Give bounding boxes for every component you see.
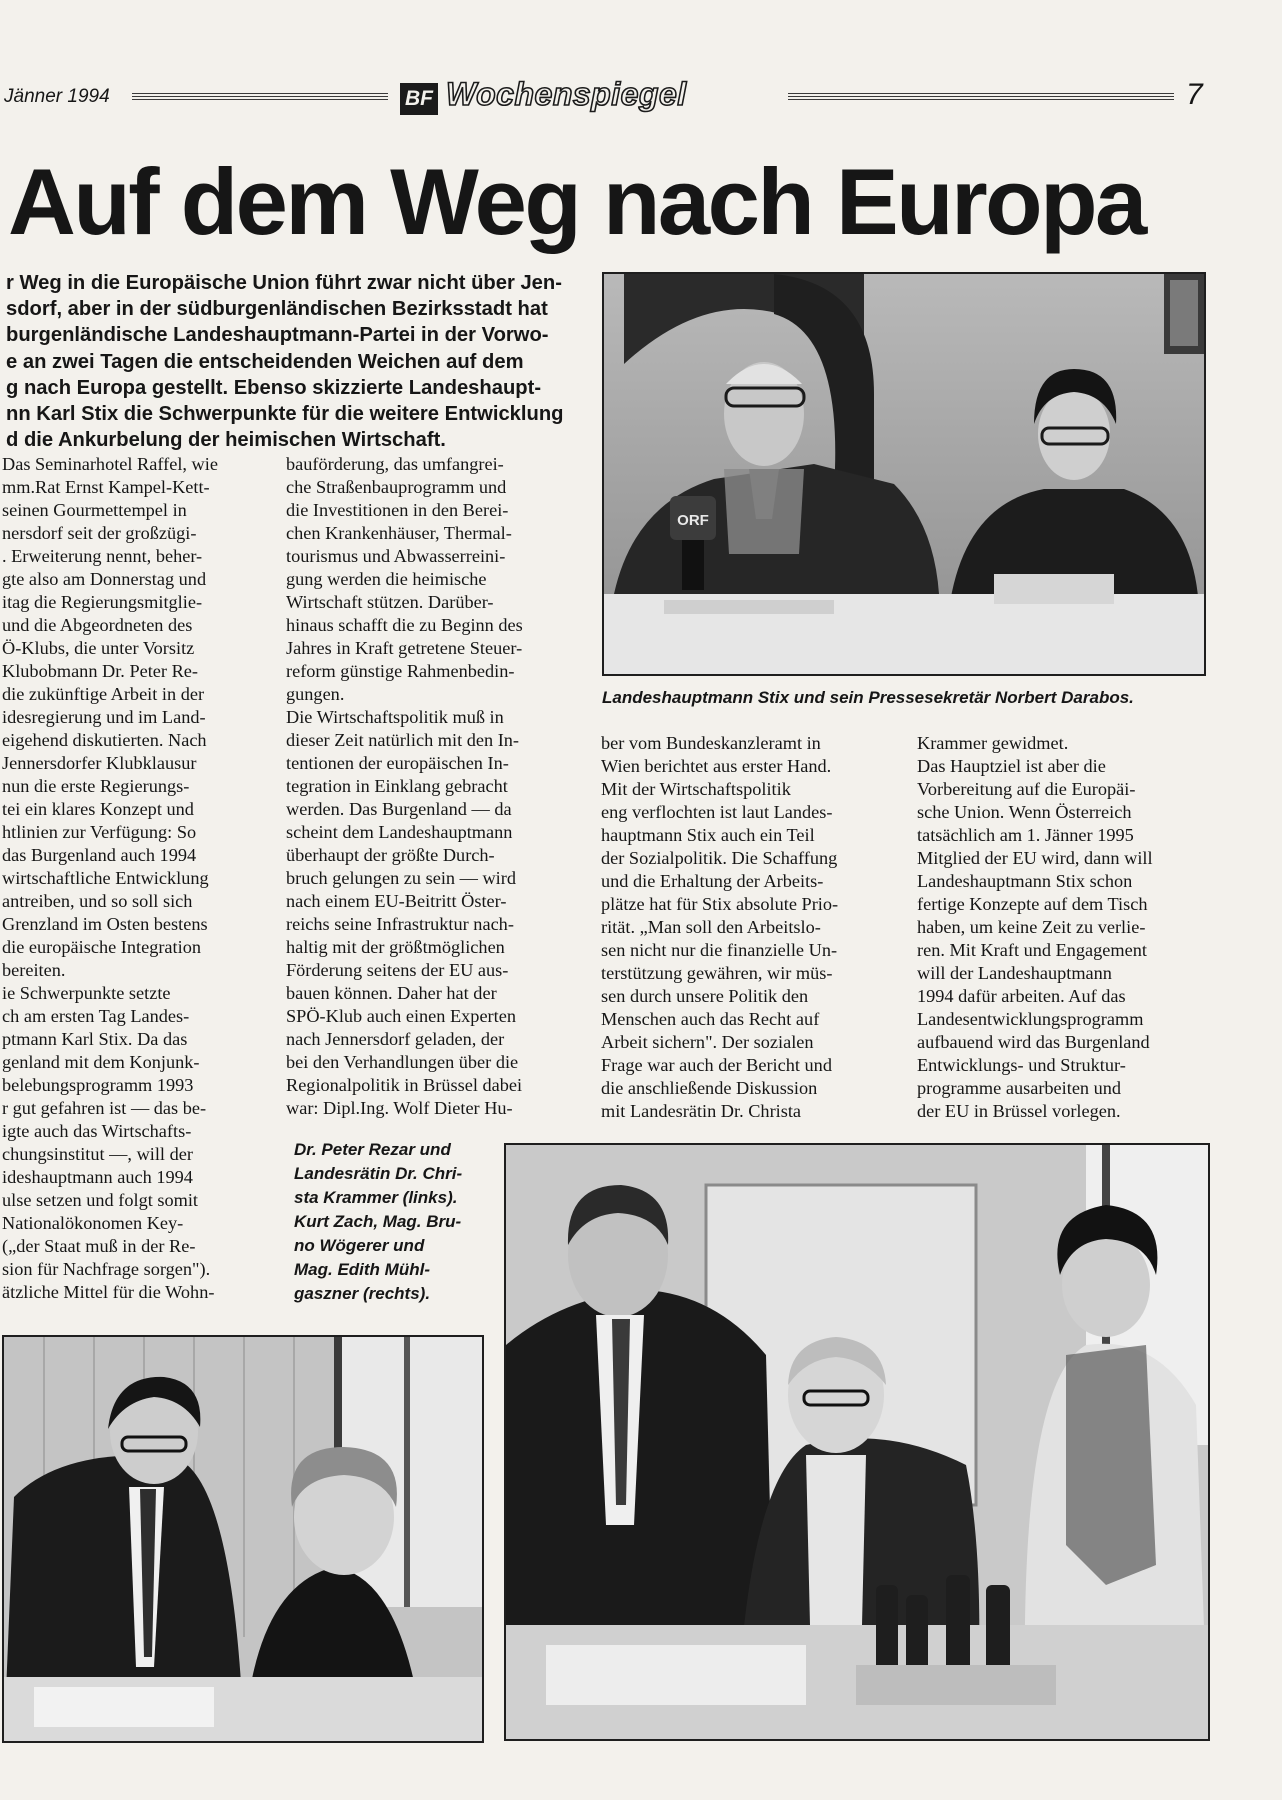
article-text-line: scheint dem Landeshauptmann	[286, 822, 513, 842]
article-text-line: und die Erhaltung der Arbeits-	[601, 871, 824, 891]
header-rule-left	[132, 93, 388, 102]
article-column-3	[601, 732, 891, 1123]
article-text-line: 1994 dafür arbeiten. Auf das	[917, 986, 1126, 1006]
photo-caption-bottom	[294, 1138, 482, 1306]
microphone-label: ORF	[677, 512, 709, 529]
article-text-line: Ö-Klubs, die unter Vorsitz	[2, 638, 195, 658]
article-text-line: bauförderung, das umfangrei-	[286, 454, 504, 474]
article-text-line: nersdorf seit der großzügi-	[2, 523, 197, 543]
issue-date: Jänner 1994	[4, 86, 110, 107]
article-text-line: Wirtschaft stützen. Darüber-	[286, 592, 494, 612]
article-text-line: SPÖ-Klub auch einen Experten	[286, 1006, 516, 1026]
article-text-line: eigehend diskutierten. Nach	[2, 730, 207, 750]
article-text-line: chungsinstitut —, will der	[2, 1144, 193, 1164]
article-text-line: die europäische Integration	[2, 937, 201, 957]
article-text-line: bauen können. Daher hat der	[286, 983, 497, 1003]
article-text-line: der Sozialpolitik. Die Schaffung	[601, 848, 838, 868]
lead-line: r Weg in die Europäische Union führt zwar nicht über Jen-	[6, 272, 562, 294]
article-text-line: Wien berichtet aus erster Hand.	[601, 756, 832, 776]
article-text-line: r gut gefahren ist — das be-	[2, 1098, 207, 1118]
article-text-line: eng verflochten ist laut Landes-	[601, 802, 833, 822]
article-text-line: tatsächlich am 1. Jänner 1995	[917, 825, 1134, 845]
article-text-line: . Erweiterung nennt, beher-	[2, 546, 203, 566]
caption-line: Mag. Edith Mühl-	[294, 1260, 430, 1279]
article-text-line: tourismus und Abwasserreini-	[286, 546, 506, 566]
lead-line: sdorf, aber in der südburgenländischen Bezirksstadt hat	[6, 298, 548, 321]
article-text-line: haben, um keine Zeit zu verlie-	[917, 917, 1146, 937]
article-text-line: gte also am Donnerstag und	[2, 569, 207, 589]
article-text-line: idesregierung und im Land-	[2, 707, 206, 727]
article-text-line: haltig mit der größtmöglichen	[286, 937, 505, 957]
article-lead	[6, 270, 580, 453]
article-text-line: Entwicklungs- und Struktur-	[917, 1055, 1126, 1075]
article-text-line: tegration in Einklang gebracht	[286, 776, 508, 796]
newspaper-logo-word: Wochenspiegel	[446, 76, 687, 112]
article-column-1	[2, 453, 264, 1304]
article-text-line: chen Krankenhäuser, Thermal-	[286, 523, 512, 543]
article-text-line: dieser Zeit natürlich mit den In-	[286, 730, 520, 750]
article-text-line: nach einem EU-Beitritt Öster-	[286, 891, 507, 911]
article-text-line: Das Hauptziel ist aber die	[917, 756, 1106, 776]
article-text-line: Vorbereitung auf die Europäi-	[917, 779, 1136, 799]
caption-line: sta Krammer (links).	[294, 1188, 458, 1207]
article-text-line: antreiben, und so soll sich	[2, 891, 193, 911]
article-text-line: programme ausarbeiten und	[917, 1078, 1122, 1098]
article-text-line: ber vom Bundeskanzleramt in	[601, 733, 821, 753]
article-text-line: („der Staat muß in der Re-	[2, 1236, 196, 1256]
article-text-line: fertige Konzepte auf dem Tisch	[917, 894, 1148, 914]
article-text-line: Jennersdorfer Klubklausur	[2, 753, 197, 773]
article-text-line: igte auch das Wirtschafts-	[2, 1121, 192, 1141]
lead-line: e an zwei Tagen die entscheidenden Weichen auf dem	[6, 350, 524, 373]
article-text-line: will der Landeshauptmann	[917, 963, 1112, 983]
article-text-line: Klubobmann Dr. Peter Re-	[2, 661, 198, 681]
article-text-line: nun die erste Regierungs-	[2, 776, 190, 796]
photo-zach-woegerer-muehlgaszner	[504, 1143, 1210, 1741]
article-text-line: bereiten.	[2, 960, 66, 980]
article-text-line: die Investitionen in den Berei-	[286, 500, 509, 520]
newspaper-logo-mark: BF	[400, 83, 438, 115]
article-text-line: die zukünftige Arbeit in der	[2, 684, 205, 704]
article-text-line: ideshauptmann auch 1994	[2, 1167, 193, 1187]
article-text-line: Förderung seitens der EU aus-	[286, 960, 509, 980]
article-text-line: bruch gelungen zu sein — wird	[286, 868, 516, 888]
article-text-line: ch am ersten Tag Landes-	[2, 1006, 190, 1026]
article-text-line: nach Jennersdorf geladen, der	[286, 1029, 505, 1049]
caption-line: Dr. Peter Rezar und	[294, 1140, 451, 1159]
lead-line: burgenländische Landeshauptmann-Partei in der Vorwo-	[6, 324, 549, 347]
article-text-line: wirtschaftliche Entwicklung	[2, 868, 209, 888]
article-text-line: Das Seminarhotel Raffel, wie	[2, 454, 218, 474]
article-text-line: gungen.	[286, 684, 345, 704]
lead-line: g nach Europa gestellt. Ebenso skizzierte Landeshaupt-	[6, 376, 542, 399]
article-text-line: belebungsprogramm 1993	[2, 1075, 194, 1095]
article-text-line: ätzliche Mittel für die Wohn-	[2, 1282, 215, 1302]
article-text-line: bei den Verhandlungen über die	[286, 1052, 519, 1072]
article-column-4	[917, 732, 1205, 1123]
page-number: 7	[1186, 78, 1203, 111]
article-text-line: Regionalpolitik in Brüssel dabei	[286, 1075, 523, 1095]
article-text-line: htlinien zur Verfügung: So	[2, 822, 197, 842]
article-text-line: tei ein klares Konzept und	[2, 799, 194, 819]
article-text-line: ren. Mit Kraft und Engagement	[917, 940, 1147, 960]
caption-line: Kurt Zach, Mag. Bru-	[294, 1212, 462, 1231]
caption-line: Landesrätin Dr. Chri-	[294, 1164, 463, 1183]
article-text-line: der EU in Brüssel vorlegen.	[917, 1101, 1121, 1121]
article-headline: Auf dem Weg nach Europa	[8, 149, 1145, 254]
article-text-line: Mit der Wirtschaftspolitik	[601, 779, 791, 799]
article-text-line: terstützung gewähren, wir müs-	[601, 963, 833, 983]
article-text-line: rität. „Man soll den Arbeitslo-	[601, 917, 821, 937]
article-text-line: hinaus schafft die zu Beginn des	[286, 615, 523, 635]
article-text-line: werden. Das Burgenland — da	[286, 799, 512, 819]
article-text-line: Arbeit sichern". Der sozialen	[601, 1032, 814, 1052]
article-text-line: Die Wirtschaftspolitik muß in	[286, 707, 504, 727]
article-text-line: tentionen der europäischen In-	[286, 753, 509, 773]
article-text-line: Menschen auch das Recht auf	[601, 1009, 820, 1029]
article-text-line: sche Union. Wenn Österreich	[917, 802, 1132, 822]
article-text-line: Jahres in Kraft getretene Steuer-	[286, 638, 523, 658]
article-text-line: che Straßenbauprogramm und	[286, 477, 507, 497]
article-text-line: ptmann Karl Stix. Da das	[2, 1029, 188, 1049]
article-text-line: ulse setzen und folgt somit	[2, 1190, 198, 1210]
article-text-line: das Burgenland auch 1994	[2, 845, 197, 865]
article-text-line: gung werden die heimische	[286, 569, 487, 589]
article-text-line: Nationalökonomen Key-	[2, 1213, 184, 1233]
article-text-line: itag die Regierungsmitglie-	[2, 592, 203, 612]
article-text-line: Grenzland im Osten bestens	[2, 914, 208, 934]
article-text-line: und die Abgeordneten des	[2, 615, 193, 635]
article-text-line: sion für Nachfrage sorgen").	[2, 1259, 211, 1279]
article-text-line: Krammer gewidmet.	[917, 733, 1069, 753]
article-text-line: Landesentwicklungsprogramm	[917, 1009, 1144, 1029]
article-text-line: reform günstige Rahmenbedin-	[286, 661, 515, 681]
article-text-line: Landeshauptmann Stix schon	[917, 871, 1133, 891]
article-text-line: sen nicht nur die finanzielle Un-	[601, 940, 838, 960]
article-text-line: ie Schwerpunkte setzte	[2, 983, 171, 1003]
article-text-line: Frage war auch der Bericht und	[601, 1055, 832, 1075]
lead-line: nn Karl Stix die Schwerpunkte für die weitere Entwicklung	[6, 403, 564, 426]
article-text-line: mit Landesrätin Dr. Christa	[601, 1101, 802, 1121]
article-text-line: hauptmann Stix auch ein Teil	[601, 825, 815, 845]
article-text-line: reichs seine Infrastruktur nach-	[286, 914, 514, 934]
article-text-line: aufbauend wird das Burgenland	[917, 1032, 1150, 1052]
article-text-line: Mitglied der EU wird, dann will	[917, 848, 1153, 868]
caption-line: gaszner (rechts).	[294, 1284, 431, 1303]
article-text-line: sen durch unsere Politik den	[601, 986, 809, 1006]
article-text-line: die anschließende Diskussion	[601, 1078, 818, 1098]
article-column-2	[286, 453, 576, 1120]
header-rule-right	[788, 93, 1174, 102]
article-text-line: mm.Rat Ernst Kampel-Kett-	[2, 477, 210, 497]
article-text-line: überhaupt der größte Durch-	[286, 845, 495, 865]
article-text-line: genland mit dem Konjunk-	[2, 1052, 200, 1072]
article-text-line: seinen Gourmettempel in	[2, 500, 187, 520]
photo-press-conference	[602, 272, 1206, 676]
lead-line: d die Ankurbelung der heimischen Wirtschaft.	[6, 429, 446, 452]
article-text-line: war: Dipl.Ing. Wolf Dieter Hu-	[286, 1098, 513, 1118]
photo-rezar-krammer	[2, 1335, 484, 1743]
photo-caption-top: Landeshauptmann Stix und sein Pressesekretär Norbert Darabos.	[602, 688, 1134, 707]
caption-line: no Wögerer und	[294, 1236, 425, 1255]
article-text-line: plätze hat für Stix absolute Prio-	[601, 894, 839, 914]
